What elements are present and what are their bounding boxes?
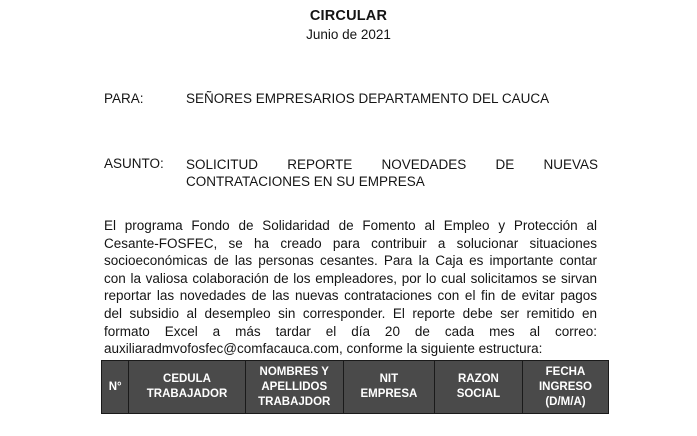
body-line: Cesante-FOSFEC, se ha creado para contribuir a solucionar situaciones (104, 235, 597, 251)
table-header-row (102, 361, 609, 414)
asunto-subject (186, 156, 598, 190)
col-header-cedula: CEDULA TRABAJADOR (129, 361, 245, 414)
body-line: con la valiosa colaboración de los empleadores, por lo cual solicitamos se sirvan (104, 270, 597, 286)
body-line-email: auxiliaradmvofosfec@comfacauca.com, conforme la siguiente estructura: (104, 341, 543, 357)
body-line: El programa Fondo de Solidaridad de Fomento al Empleo y Protección al (104, 218, 597, 233)
report-structure-table (101, 360, 609, 414)
body-line: reportar las novedades de las nuevas contrataciones con el fin de evitar pagos (104, 288, 597, 304)
col-header-nombres: NOMBRES Y APELLIDOS TRABAJDOR (245, 361, 343, 414)
body-line: formato Excel a más tardar el día 20 de cada mes al correo: (104, 323, 597, 339)
col-header-numero: N° (102, 361, 129, 414)
asunto-line: SOLICITUD REPORTE NOVEDADES DE NUEVAS (186, 157, 598, 172)
body-line: del subsidio al desempleo sin corresponder. El reporte debe ser remitido en (104, 305, 597, 321)
col-header-razon-social: RAZON SOCIAL (434, 361, 522, 414)
para-recipients: SEÑORES EMPRESARIOS DEPARTAMENTO DEL CAUCA (186, 91, 550, 106)
col-header-nit: NIT EMPRESA (343, 361, 434, 414)
document-title: CIRCULAR (309, 8, 388, 24)
asunto-label: ASUNTO: (104, 156, 164, 171)
body-paragraph (104, 217, 597, 358)
col-header-fecha-ingreso: FECHA INGRESO (D/M/A) (522, 361, 608, 414)
asunto-line: CONTRATACIONES EN SU EMPRESA (186, 174, 425, 189)
document-date: Junio de 2021 (306, 27, 391, 42)
body-line: socioeconómicas de las personas cesantes. Para la Caja es importante contar (104, 253, 597, 269)
para-label: PARA: (104, 91, 144, 106)
